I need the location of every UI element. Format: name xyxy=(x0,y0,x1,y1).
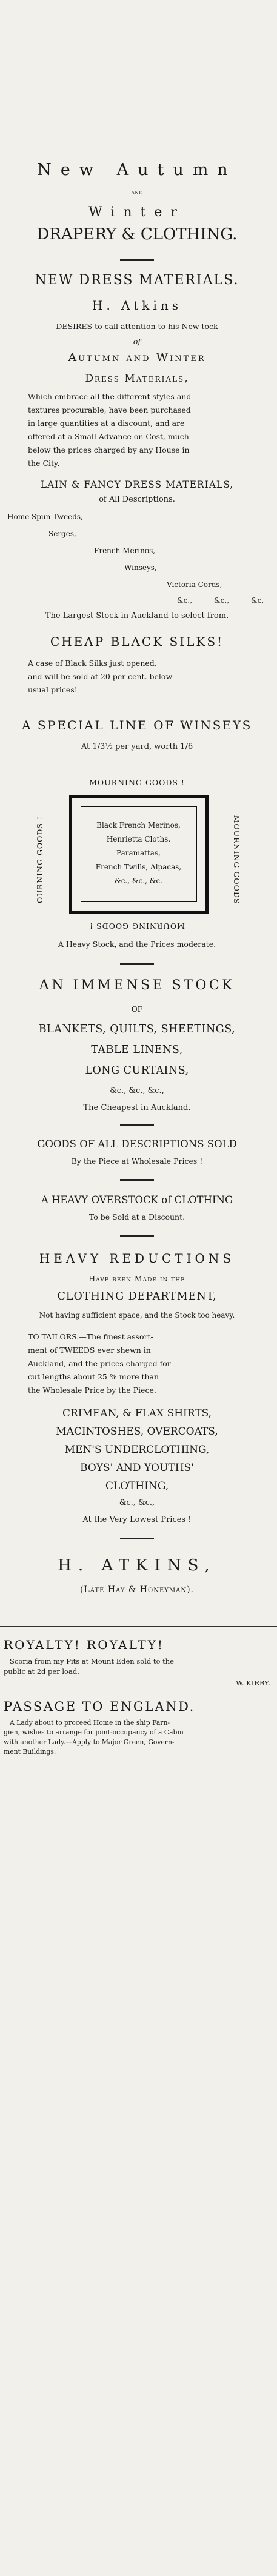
stock-cheapest: The Cheapest in Auckland. xyxy=(83,1103,191,1112)
mourning-item: Paramattas, xyxy=(116,849,161,857)
all-descriptions-line: of All Descriptions. xyxy=(99,495,175,504)
tailors-line: cut lengths about 25 % more than xyxy=(28,1372,159,1381)
dress-body-line: the City. xyxy=(28,459,60,468)
atkins-name: H. Atkins xyxy=(92,298,182,313)
largest-stock-line: The Largest Stock in Auckland to select from. xyxy=(45,611,229,620)
autumn-winter-line: Autumn and Winter xyxy=(68,351,206,364)
signature-name: H. ATKINS, xyxy=(58,1556,216,1575)
mourning-bottom-label: MOURNING GOODS ! xyxy=(89,921,185,931)
shirts-line: MACINTOSHES, OVERCOATS, xyxy=(56,1426,218,1438)
shirts-etc: &c., &c., xyxy=(119,1498,155,1507)
rule xyxy=(120,1235,154,1237)
dress-body-line: Which embrace all the different styles and xyxy=(28,392,192,401)
shirts-line: BOYS' AND YOUTHS' xyxy=(80,1462,194,1474)
reductions-made: Have been Made in the xyxy=(88,1274,185,1283)
dress-materials-line: Dress Materials, xyxy=(85,373,189,385)
mourning-item: French Twills, Alpacas, xyxy=(95,863,182,871)
list-item: French Merinos, xyxy=(94,546,156,555)
mourning-top-label: MOURNING GOODS ! xyxy=(89,778,185,787)
stock-of: OF xyxy=(131,1005,143,1014)
lowest-prices: At the Very Lowest Prices ! xyxy=(82,1515,192,1524)
shirts-line: MEN'S UNDERCLOTHING, xyxy=(64,1444,210,1456)
royalty-signed: W. KIRBY. xyxy=(236,1679,270,1687)
tailors-line: TO TAILORS.—The finest assort- xyxy=(28,1332,153,1341)
dress-heading: NEW DRESS MATERIALS. xyxy=(35,273,239,288)
list-item: Home Spun Tweeds, xyxy=(7,513,83,521)
rule xyxy=(120,1179,154,1181)
header-drapery-clothing: DRAPERY & CLOTHING. xyxy=(36,225,238,244)
list-item: Winseys, xyxy=(124,563,157,572)
mourning-footer: A Heavy Stock, and the Prices moderate. xyxy=(58,940,216,949)
mourning-item: Black French Merinos, xyxy=(96,821,181,829)
header-new-autumn: New Autumn xyxy=(37,161,237,179)
etc-item: &c., xyxy=(214,596,230,605)
dress-body-line: offered at a Small Advance on Cost, much xyxy=(28,432,189,441)
silks-line: usual prices! xyxy=(28,685,78,694)
header-and: and xyxy=(131,188,143,196)
silks-body xyxy=(28,657,267,697)
shirts-list xyxy=(4,1404,270,1495)
reductions-heading: HEAVY REDUCTIONS xyxy=(39,1251,235,1266)
desires-line: DESIRES to call attention to his New tock xyxy=(56,322,218,331)
winseys-heading: A SPECIAL LINE OF WINSEYS xyxy=(22,718,252,732)
goods-sub: By the Piece at Wholesale Prices ! xyxy=(71,1157,203,1166)
rule xyxy=(120,1124,154,1126)
signature-late: (Late Hay & Honeyman). xyxy=(79,1585,195,1595)
space-line: Not having sufficient space, and the Stock too heavy. xyxy=(39,1311,235,1320)
dress-body-line: textures procurable, have been purchased xyxy=(28,405,191,414)
passage-heading: PASSAGE TO ENGLAND. xyxy=(4,1699,195,1714)
shirts-line: CLOTHING, xyxy=(105,1480,169,1492)
tailors-line: ment of TWEEDS ever shewn in xyxy=(28,1346,151,1355)
mourning-right-label: MOURNING GOODS xyxy=(232,815,241,905)
silks-heading: CHEAP BLACK SILKS! xyxy=(50,634,224,649)
column-divider xyxy=(0,1626,277,1627)
royalty-body xyxy=(4,1656,270,1677)
tailors-block xyxy=(28,1330,267,1397)
mourning-item: &c., &c., &c. xyxy=(115,877,162,885)
mourning-item: Henrietta Cloths, xyxy=(106,835,171,843)
passage-line: ment Buildings. xyxy=(4,1748,56,1756)
royalty-line: public at 2d per load. xyxy=(4,1667,79,1676)
rule xyxy=(120,1538,154,1539)
stock-etc: &c., &c., &c., xyxy=(110,1086,164,1095)
of-line: of xyxy=(133,337,141,346)
mourning-items xyxy=(72,818,205,888)
passage-line: gien, wishes to arrange for joint-occupancy of a Cabin xyxy=(4,1728,184,1736)
stock-line: BLANKETS, QUILTS, SHEETINGS, xyxy=(38,1023,236,1035)
tailors-line: Auckland, and the prices charged for xyxy=(28,1359,171,1368)
silks-line: A case of Black Silks just opened, xyxy=(28,659,157,668)
mourning-box xyxy=(69,795,209,914)
list-item: Victoria Cords, xyxy=(167,580,222,589)
stock-heading: AN IMMENSE STOCK xyxy=(39,978,235,993)
plain-fancy-line: LAIN & FANCY DRESS MATERIALS, xyxy=(40,479,234,490)
passage-line: A Lady about to proceed Home in the ship Farn- xyxy=(10,1719,170,1727)
overstock-heading: A HEAVY OVERSTOCK of CLOTHING xyxy=(41,1194,233,1206)
header-winter: Winter xyxy=(88,205,185,220)
dress-body xyxy=(28,390,267,470)
royalty-line: Scoria from my Pits at Mount Eden sold to the xyxy=(10,1657,174,1665)
royalty-heading: ROYALTY! ROYALTY! xyxy=(4,1638,164,1652)
shirts-line: CRIMEAN, & FLAX SHIRTS, xyxy=(62,1407,212,1419)
passage-body xyxy=(4,1718,270,1757)
dress-body-line: below the prices charged by any House in xyxy=(28,445,190,454)
rule xyxy=(120,963,154,965)
mourning-left-label: OURNING GOODS ! xyxy=(35,815,44,904)
clothing-department: CLOTHING DEPARTMENT, xyxy=(57,1290,217,1303)
passage-line: with another Lady.—Apply to Major Green, Govern- xyxy=(4,1738,175,1746)
stock-list xyxy=(4,1019,270,1081)
silks-line: and will be sold at 20 per cent. below xyxy=(28,672,173,681)
winseys-price: At 1/3½ per yard, worth 1/6 xyxy=(81,742,193,751)
etc-item: &c. xyxy=(251,596,264,605)
list-item: Serges, xyxy=(48,529,76,538)
tailors-line: the Wholesale Price by the Piece. xyxy=(28,1386,156,1395)
stock-line: TABLE LINENS, xyxy=(91,1044,183,1056)
overstock-sub: To be Sold at a Discount. xyxy=(88,1212,185,1221)
stock-line: LONG CURTAINS, xyxy=(85,1064,189,1077)
header-block xyxy=(4,159,270,246)
etc-item: &c., xyxy=(177,596,193,605)
dress-body-line: in large quantities at a discount, and are xyxy=(28,419,185,428)
rule xyxy=(120,259,154,261)
goods-heading: GOODS OF ALL DESCRIPTIONS SOLD xyxy=(37,1138,237,1150)
